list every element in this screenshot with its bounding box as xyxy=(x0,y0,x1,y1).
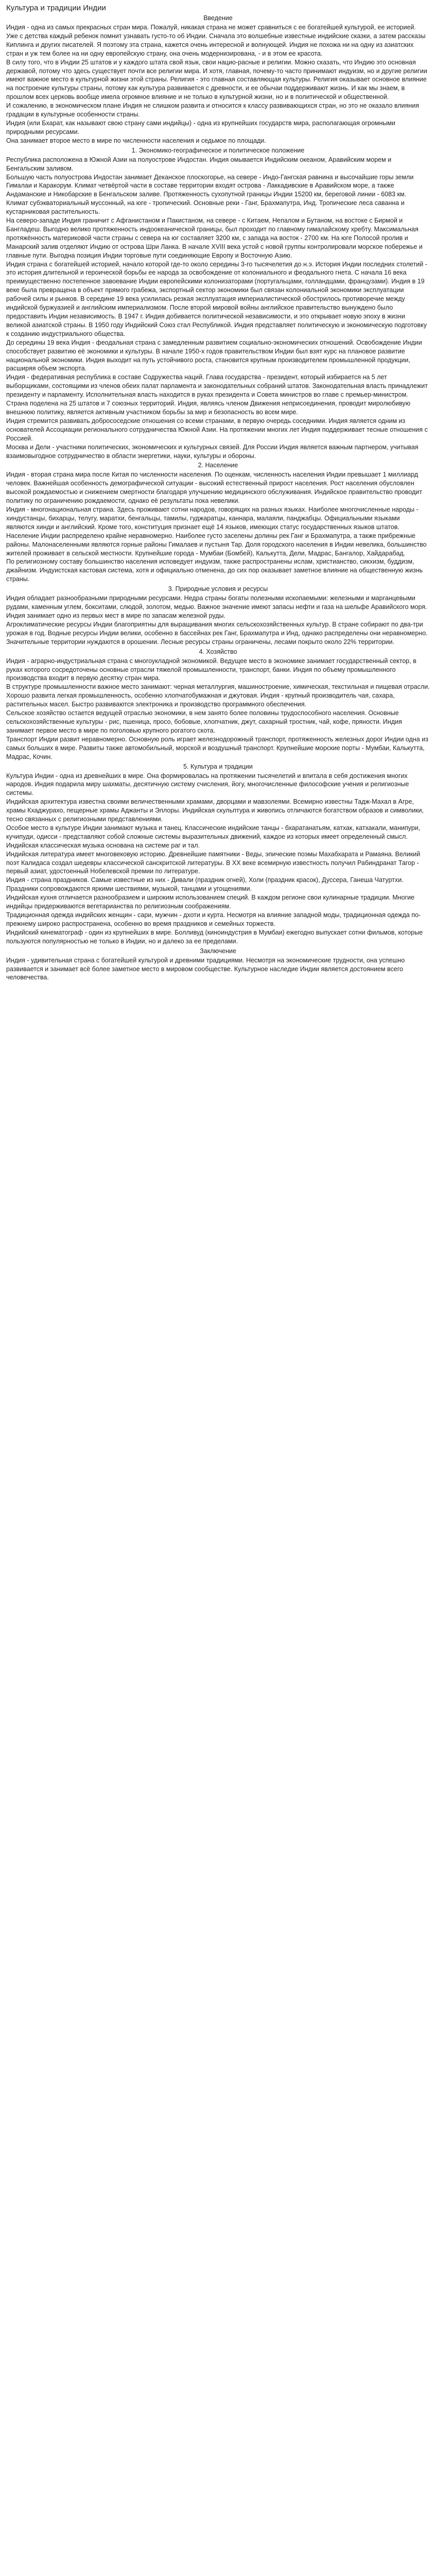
paragraph: В структуре промышленности важное место занимают: черная металлургия, машиностроение, химическая, текстильная и пищевая отрасли. Хорошо развита легкая промышленность, особенно хлопчатобумажная и джутовая. Индия - крупный производитель чая, сахара, растительных масел. Быстро развиваются электроника и производство программного обеспечения. xyxy=(6,683,430,708)
paragraph: Уже с детства каждый ребенок помнит узнавать густо-то об Индии. Сначала это волшебные известные индийские сказки, а затем рассказы Киплинга и других писателей. Я поэтому эта страна, кажется очень интересной и волнующей. Индия не похожа ни на одну из азиатских стран и уж тем более на ни одну европейскую страну, она очень модернизирована, - и в этом ее красота. xyxy=(6,32,426,57)
paragraph: В силу того, что в Индии 25 штатов и у каждого штата свой язык, свои нацио-расные и религии. Можно сказать, что Индию это основная державой, потому что здесь существует почти все религии мира. И хотя, главная, почему-то часто принимают индуизм, но и другие религии имеют важное место в культурной жизни этой страны. Религия - это главная составляющая культуры. Религия оказывает основное влияние на построение культуры страны, потому как культура развивается с древности, и ее обычаи поддерживают жизнь. И как мы знаем, в прошлом всех церковь вообще имела огромное влияние и не только в культурной жизни, но и в политической и общественной. xyxy=(6,58,427,101)
section-heading: Заключение xyxy=(200,947,236,955)
paragraph: По религиозному составу большинство населения исповедует индуизм, также распространены ислам, христианство, сикхизм, буддизм, джайнизм. Индуистская кастовая система, хотя и официально отменена, до сих пор оказывает заметное влияние на общественную жизнь страны. xyxy=(6,558,423,583)
paragraph: Индийская литература имеет многовековую историю. Древнейшие памятники - Веды, эпические поэмы Махабхарата и Рамаяна. Великий поэт Калидаса создал шедевры классической санскритской литературы. В XX веке всемирную известность получил Рабиндранат Тагор - первый азиат, удостоенный Нобелевской премии по литературе. xyxy=(6,850,421,875)
section-heading: 3. Природные условия и ресурсы xyxy=(168,585,268,593)
paragraph: Большую часть полуострова Индостан занимает Деканское плоскогорье, на севере - Индо-Гангская равнина и высочайшие горы земли Гималаи и Каракорум. Климат четвёртой части в составе территории входят острова - Лаккадивские в Аравийском море, а также Андаманские и Никобарские в Бенгальском заливе. Протяженность сухопутной границы Индии 15200 км, береговой линии - 6083 км. xyxy=(6,173,414,198)
paragraph: Индия - одна из самых прекрасных стран мира. Пожалуй, никакая страна не может сравниться с ее богатейшей культурой, ее историей. xyxy=(6,24,416,31)
paragraph: Транспорт Индии развит неравномерно. Основную роль играет железнодорожный транспорт, протяженность железных дорог Индии одна из самых больших в мире. Развиты также автомобильный, морской и воздушный транспорт. Крупнейшие морские порты - Мумбаи, Калькутта, Мадрас, Кочин. xyxy=(6,735,428,760)
document-body xyxy=(6,14,430,982)
paragraph: Индия (или Бхарат, как называют свою страну сами индийцы) - одна из крупнейших государств мира, располагающая огромными природными ресурсами. xyxy=(6,119,395,135)
section-heading: 1. Экономико-географическое и политическое положение xyxy=(131,146,305,154)
paragraph: Культура Индии - одна из древнейших в мире. Она формировалась на протяжении тысячелетий и впитала в себя достижения многих народов. Индия подарила миру шахматы, десятичную систему счисления, йогу, многочисленные философские учения и религиозные системы. xyxy=(6,772,409,797)
paragraph: Климат субэкваториальный муссонный, на юге - тропический. Основные реки - Ганг, Брахмапутра, Инд. Тропические леса саванна и кустарниковая растительность. xyxy=(6,199,405,216)
section-heading: 4. Хозяйство xyxy=(199,648,237,655)
paragraph: Население Индии распределено крайне неравномерно. Наиболее густо заселены долины рек Ганг и Брахмапутра, а также прибрежные районы. Малонаселенными являются горные районы Гималаев и пустыня Тар. Доля городского населения в Индии невелика, большинство жителей проживает в сельской местности. Крупнейшие города - Мумбаи (Бомбей), Калькутта, Дели, Мадрас, Бангалор, Хайдарабад. xyxy=(6,532,427,557)
paragraph: На северо-западе Индия граничит с Афганистаном и Пакистаном, на севере - с Китаем, Непалом и Бутаном, на востоке с Бирмой и Бангладеш. Выгодно велико протяженность индоокеанической границы, был проходит по главному гималайскому хребту. Максимальная протяжённость материковой части страны с севера на юг составляет 3200 км, с запада на восток - 2700 км. На юге Полосой пролив и Манарский залив отделяют Индию от острова Шри Ланка. В начале XVIII века устой с новой группы контролировали морское побережье и главные пути. Выгодна позиция Индии торговые пути соединяющие Европу и Восточную Азию. xyxy=(6,217,423,259)
paragraph: Индийская архитектура известна своими величественными храмами, дворцами и мавзолеями. Всемирно известны Тадж-Махал в Агре, храмы Кхаджурахо, пещерные храмы Аджанты и Эллоры. Индийская скульптура и живопись отличаются богатством образов и символики, тесно связанных с религиозными представлениями. xyxy=(6,798,424,823)
paragraph: Особое место в культуре Индии занимают музыка и танец. Классические индийские танцы - бхаратанатьям, катхак, катхакали, манипури, кучипуди, одисси - представляют собой сложные системы выразительных движений, каждое из которых имеет определенный смысл. Индийская классическая музыка основана на системе раг и тал. xyxy=(6,824,421,849)
paragraph: Республика расположена в Южной Азии на полуострове Индостан. Индия омывается Индийским океаном, Аравийским морем и Бенгальским заливом. xyxy=(6,156,392,172)
paragraph: Традиционная одежда индийских женщин - сари, мужчин - дхоти и курта. Несмотря на влияние западной моды, традиционная одежда по-прежнему широко распространена, особенно во время праздников и семейных торжеств. xyxy=(6,911,421,927)
paragraph: До середины 19 века Индия - феодальная страна с замедленным развитием социально-экономических отношений. Освобождение Индии способствует развитию её экономики и культуры. В начале 1950-х годов правительством Индии был взят курс на плановое развитие национальной экономики. Индия выходит на путь устойчивого роста, становится крупным производителем промышленной продукции, расширяя объем экспорта. xyxy=(6,338,422,372)
paragraph: Индия - федеративная республика в составе Содружества наций. Глава государства - президент, который избирается на 5 лет выборщиками, состоящими из членов обеих палат парламента и законодательных собраний штатов. Законодательная власть принадлежит президенту и парламенту. Исполнительная власть находится в руках президента и Совета министров во главе с премьер-министром. Страна поделена на 25 штатов и 7 союзных территорий. Индия, являясь членом Движения неприсоединения, проводит миролюбивую внешнюю политику, является активным участником борьбы за мир и безопасность во всем мире. xyxy=(6,374,428,416)
section-heading: 2. Население xyxy=(198,462,238,469)
paragraph: Сельское хозяйство остается ведущей отраслью экономики, в нем занято более половины трудоспособного населения. Основные сельскохозяйственные культуры - рис, пшеница, просо, бобовые, хлопчатник, джут, сахарный тростник, чай, кофе, пряности. Индия занимает первое место в мире по поголовью крупного рогатого скота. xyxy=(6,709,402,734)
paragraph: Агроклиматические ресурсы Индии благоприятны для выращивания многих сельскохозяйственных культур. В стране собирают по два-три урожая в год. Водные ресурсы Индии велики, особенно в бассейнах рек Ганг, Брахмапутра и Инд, однако распределены они неравномерно. Значительные территории нуждаются в орошении. Лесные ресурсы страны ограничены, лесами покрыто около 22% территории. xyxy=(6,620,428,646)
paragraph: Индия - аграрно-индустриальная страна с многоукладной экономикой. Ведущее место в экономике занимает государственный сектор, в руках которого сосредоточены основные отрасли тяжелой промышленности, транспорт, банки. Индия по объему промышленного производства входит в первую десятку стран мира. xyxy=(6,657,416,682)
paragraph: Индия - многонациональная страна. Здесь проживают сотни народов, говорящих на разных языках. Наиболее многочисленные народы - хиндустанцы, бихарцы, телугу, маратхи, бенгальцы, тамилы, гуджаратцы, каннара, малаяли, панджабцы. Официальными языками являются хинди и английский. Кроме того, конституция признает ещё 14 языков, имеющих статус государственных языков штатов. xyxy=(6,506,418,531)
section-heading: Введение xyxy=(203,14,233,22)
paragraph: Индия обладает разнообразными природными ресурсами. Недра страны богаты полезными ископаемыми: железными и марганцевыми рудами, каменным углем, бокситами, слюдой, золотом, медью. Важное значение имеют запасы нефти и газа на шельфе Аравийского моря. Индия занимает одно из первых мест в мире по запасам железной руды. xyxy=(6,595,427,619)
paragraph: Москва и Дели - участники политических, экономических и культурных связей. Для России Индия является важным партнером, учитывая взаимовыгодное сотрудничество в области энергетики, науки, культуры и обороны. xyxy=(6,443,418,460)
paragraph: Индия стремится развивать добрососедские отношения со всеми странами, в первую очередь соседними. Индия является одним из основателей Ассоциации регионального сотрудничества Южной Азии. На протяжении многих лет Индия поддерживает тесные отношения с Россией. xyxy=(6,417,428,442)
section-heading: 5. Культура и традиции xyxy=(183,762,253,770)
paragraph: Индия страна с богатейшей историей, начало которой где-то около середины 3-го тысячелетия до н.э. История Индии последних столетий - это история длительной и героической борьбы ее народа за освобождение от колониального и феодального гнета. С начала 16 века преимущественно постепенное завоевание Индии европейскими колонизаторами (португальцами, голландцами, французами). Индия в 19 веке была превращена в объект прямого грабежа, экспортный сектор экономики был связан колониальной экономики эксплуатации рабочей силы и рынков. В середине 19 века усилилась резкая эксплуатация империалистической обострилось противоречие между индийской буржуазией и английским империализмом. После второй мировой войны английское правительство вынуждено было предоставить Индии независимость. В 1947 г. Индия добивается политической независимости, и это открывает новую эпоху в жизни великой азиатской страны. В 1950 году Индийский Союз стал Республикой. Индия представляет политическую и экономическую подготовку к созданию индустриального общества. xyxy=(6,260,427,337)
document-title: Культура и традиции Индии xyxy=(6,4,106,12)
paragraph: Индия - вторая страна мира после Китая по численности населения. По оценкам, численность населения Индии превышает 1 миллиард человек. Важнейшая особенность демографической ситуации - высокий естественный прирост населения. Рост населения обусловлен высокой рождаемостью и снижением смертности благодаря улучшению медицинского обслуживания. Индийское правительство проводит политику по ограничению рождаемости, однако её результаты пока невелики. xyxy=(6,471,423,505)
paragraph: Индийская кухня отличается разнообразием и широким использованием специй. В каждом регионе свои кулинарные традиции. Многие индийцы придерживаются вегетарианства по религиозным соображениям. xyxy=(6,894,415,910)
document-page xyxy=(0,0,436,992)
paragraph: Индия - страна праздников. Самые известные из них - Дивали (праздник огней), Холи (праздник красок), Дуссера, Ганеша Чатуртхи. Праздники сопровождаются яркими шествиями, музыкой, танцами и угощениями. xyxy=(6,876,404,893)
paragraph: Индийский кинематограф - один из крупнейших в мире. Болливуд (киноиндустрия в Мумбаи) ежегодно выпускает сотни фильмов, которые пользуются популярностью не только в Индии, но и далеко за ее пределами. xyxy=(6,928,423,945)
paragraph: И сожалению, в экономическом плане Индия не слишком развита и относится к классу развивающихся стран, но это не оказало влияния градации в культурные особенности страны. xyxy=(6,102,420,118)
paragraph: Она занимает второе место в мире по численности населения и седьмое по площади. xyxy=(6,137,266,144)
paragraph: Индия - удивительная страна с богатейшей культурой и древними традициями. Несмотря на экономические трудности, она успешно развивается и занимает всё более заметное место в мировом сообществе. Культурное наследие Индии является достоянием всего человечества. xyxy=(6,956,405,981)
